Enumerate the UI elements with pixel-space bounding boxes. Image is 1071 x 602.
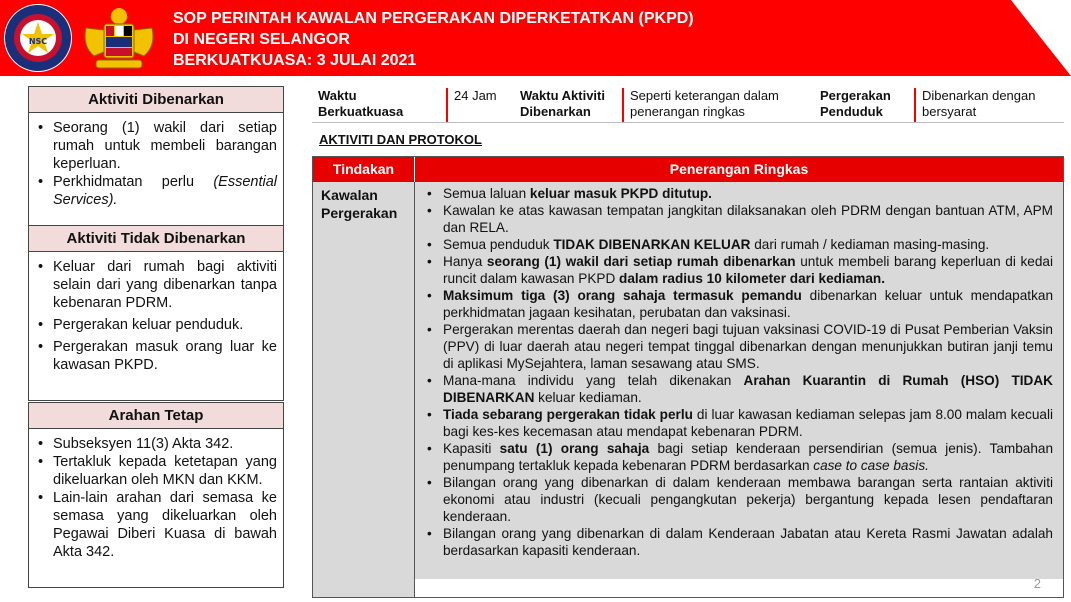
list-item-segment: Semua laluan bbox=[443, 186, 530, 201]
list-item bbox=[35, 173, 277, 209]
standing-orders-title: Arahan Tetap bbox=[29, 403, 283, 429]
list-item bbox=[425, 525, 1053, 559]
info-row bbox=[312, 88, 1064, 122]
list-item-segment: Tiada sebarang pergerakan tidak perlu bbox=[443, 407, 693, 422]
list-item-text: Perkhidmatan perlu bbox=[53, 174, 195, 190]
list-item-segment: keluar masuk PKPD ditutup. bbox=[529, 186, 712, 201]
protocol-table bbox=[312, 156, 1064, 598]
header-title-block bbox=[173, 8, 694, 71]
list-item-segment: Maksimum tiga (3) orang sahaja termasuk pemandu bbox=[443, 288, 802, 303]
list-item bbox=[425, 236, 1053, 253]
nsc-logo-text: NSC bbox=[28, 37, 48, 46]
list-item-segment: keluar kediaman. bbox=[534, 390, 642, 405]
not-allowed-activities-list bbox=[29, 252, 283, 378]
list-item: • Tertakluk kepada ketetapan yang dikeluarkan oleh MKN dan KKM. bbox=[35, 453, 277, 489]
list-item: • Keluar dari rumah bagi aktiviti selain dari yang dibenarkan tanpa kebenaran PDRM. bbox=[35, 258, 277, 312]
hours-value: 24 Jam bbox=[446, 88, 510, 122]
list-item-segment: Bilangan orang yang dibenarkan di dalam kenderaan membawa barangan serta rantaian aktiviti ekonomi atau industri (kecuali pengangkutan pekerja) bergantung kepada lesen pendaftaran kenderaan. bbox=[443, 475, 1053, 524]
header-title-line2: DI NEGERI SELANGOR bbox=[173, 31, 350, 48]
list-item-segment: Hanya bbox=[443, 254, 487, 269]
list-item: • Pergerakan masuk orang luar ke kawasan PKPD. bbox=[35, 338, 277, 374]
coat-of-arms-icon bbox=[80, 6, 158, 70]
list-item bbox=[425, 406, 1053, 440]
list-item bbox=[425, 474, 1053, 525]
standing-orders-list bbox=[29, 429, 283, 565]
nsc-emblem-icon bbox=[4, 4, 72, 72]
list-item-segment: untuk membeli barang keperluan di kedai runcit dalam kawasan PKPD bbox=[443, 254, 1053, 286]
standing-orders-box bbox=[28, 402, 284, 588]
list-item bbox=[425, 253, 1053, 287]
list-item-segment: seorang (1) wakil dari setiap rumah dibenarkan bbox=[486, 254, 796, 269]
description-list bbox=[415, 182, 1063, 559]
header-corner-cut bbox=[1011, 0, 1071, 76]
activity-time-value: Seperti keterangan dalam penerangan ringkas bbox=[622, 88, 802, 122]
table-header-description: Penerangan Ringkas bbox=[669, 161, 809, 177]
list-item bbox=[425, 372, 1053, 406]
list-item bbox=[425, 321, 1053, 372]
allowed-activities-list bbox=[29, 113, 283, 213]
list-item-segment: dalam radius 10 kilometer dari kediaman. bbox=[619, 271, 885, 286]
row-label: Kawalan Pergerakan bbox=[321, 187, 398, 221]
list-item-segment: dibenarkan keluar untuk mendapatkan perkhidmatan jagaan kesihatan, perubatan dan vaksinasi. bbox=[443, 288, 1053, 320]
list-item-segment: Mana-mana individu yang telah dikenakan bbox=[443, 373, 744, 388]
list-item: • Subseksyen 11(3) Akta 342. bbox=[35, 435, 277, 453]
list-item-segment: case to case basis. bbox=[813, 458, 929, 473]
list-item: • Lain-lain arahan dari semasa ke semasa yang dikeluarkan oleh Pegawai Diberi Kuasa di bawah Akta 342. bbox=[35, 489, 277, 561]
not-allowed-activities-box bbox=[28, 226, 284, 401]
info-row-divider bbox=[312, 122, 1064, 123]
hours-label: Waktu Berkuatkuasa bbox=[318, 88, 404, 119]
section-title: AKTIVITI DAN PROTOKOL bbox=[319, 132, 482, 147]
header-banner bbox=[0, 0, 1071, 76]
not-allowed-activities-title: Aktiviti Tidak Dibenarkan bbox=[29, 226, 283, 252]
table-blank-row bbox=[415, 579, 1063, 597]
header-effective-date: BERKUATKUASA: 3 JULAI 2021 bbox=[173, 52, 417, 69]
list-item-segment: bagi setiap kenderaan persendirian (semua jenis). Tambahan penumpang tertakluk kepada kebenaran PDRM berdasarkan bbox=[443, 441, 1054, 473]
table-body bbox=[313, 182, 1063, 597]
list-item-segment: Kapasiti bbox=[443, 441, 500, 456]
list-item-segment: di luar kawasan kediaman selepas jam 8.00 malam kecuali bagi kes-kes kecemasan atau mendapat kebenaran PDRM. bbox=[443, 407, 1053, 439]
list-item-segment: dari rumah / kediaman masing-masing. bbox=[750, 237, 990, 252]
list-item bbox=[425, 202, 1053, 236]
list-item-segment: Semua penduduk bbox=[443, 237, 554, 252]
table-row-label-cell bbox=[313, 182, 415, 597]
allowed-activities-box bbox=[28, 86, 284, 226]
list-item-segment: Kawalan ke atas kawasan tempatan jangkitan dilaksanakan oleh PDRM dengan bantuan ATM, APM dan RELA. bbox=[443, 203, 1053, 235]
movement-label: Pergerakan Penduduk bbox=[820, 88, 891, 119]
list-item bbox=[425, 287, 1053, 321]
list-item: • Seorang (1) wakil dari setiap rumah untuk membeli barangan keperluan. bbox=[35, 119, 277, 173]
movement-value: Dibenarkan dengan bersyarat bbox=[914, 88, 1064, 122]
list-item: • Pergerakan keluar penduduk. bbox=[35, 316, 277, 334]
table-header-action: Tindakan bbox=[313, 157, 415, 182]
allowed-activities-title: Aktiviti Dibenarkan bbox=[29, 87, 283, 113]
list-item bbox=[425, 440, 1053, 474]
activity-time-label: Waktu Aktiviti Dibenarkan bbox=[520, 88, 605, 119]
list-item bbox=[425, 185, 1053, 202]
list-item-segment: Bilangan orang yang dibenarkan di dalam Kenderaan Jabatan atau Kereta Rasmi Jawatan adalah berdasarkan kapasiti kenderaan. bbox=[443, 526, 1053, 558]
list-item-segment: satu (1) orang sahaja bbox=[499, 441, 650, 456]
table-description-cell bbox=[415, 182, 1063, 597]
header-title-line1: SOP PERINTAH KAWALAN PERGERAKAN DIPERKETATKAN (PKPD) bbox=[173, 10, 694, 27]
list-item-segment: TIDAK DIBENARKAN KELUAR bbox=[553, 237, 751, 252]
page-number: 2 bbox=[1033, 576, 1041, 591]
list-item-segment: Pergerakan merentas daerah dan negeri bagi tujuan vaksinasi COVID-19 di Pusat Pemberian Vaksin (PPV) di luar daerah atau negeri tempat tinggal dibenarkan dengan menunjukkan butiran janji temu di aplikasi MySejahtera, laman sesawang atau SMS. bbox=[443, 322, 1053, 371]
left-column bbox=[28, 86, 284, 588]
list-item-italic: (Essential Services). bbox=[53, 174, 277, 208]
table-header-row bbox=[313, 157, 1063, 182]
list-item-segment: Arahan Kuarantin di Rumah (HSO) TIDAK DIBENARKAN bbox=[443, 373, 1053, 405]
